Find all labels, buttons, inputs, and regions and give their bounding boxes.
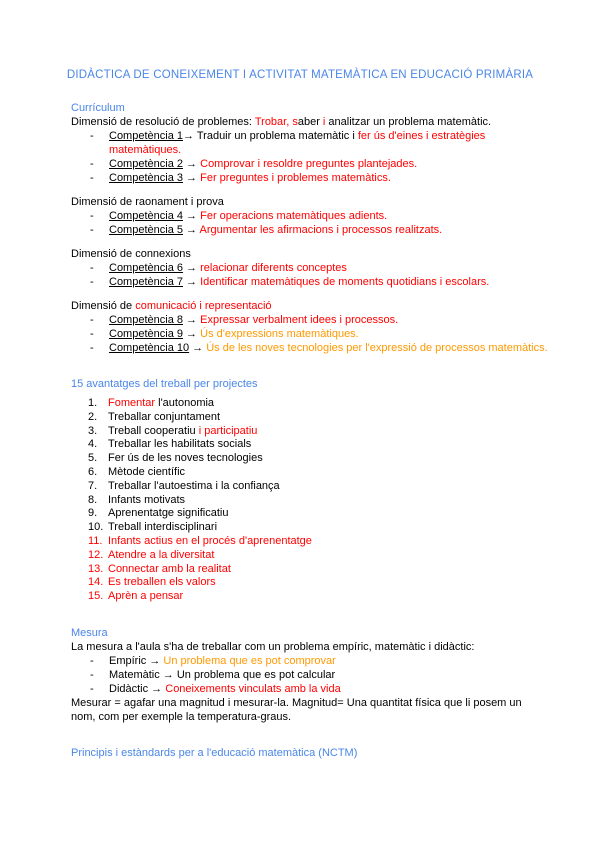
list-item xyxy=(71,397,548,411)
list-item xyxy=(71,494,548,508)
dash-bullet: - xyxy=(90,668,94,681)
dash-list xyxy=(71,209,548,237)
text-segment: Aprenentatge significatiu xyxy=(108,507,229,520)
text-segment: La mesura a l'aula s'ha de treballar com un problema empíric, matemàtic i didàctic: xyxy=(71,640,475,653)
text-segment: Dimensió de xyxy=(71,300,136,312)
list-item-text xyxy=(108,494,185,508)
list-item-text xyxy=(109,261,347,275)
text-segment: DIDÀCTICA DE CONEIXEMENT I ACTIVITAT MATEMÀTICA EN EDUCACIÓ PRIMÀRIA xyxy=(66,69,534,81)
list-item xyxy=(71,223,548,237)
list-item-text xyxy=(109,275,489,289)
dash-list xyxy=(71,654,548,696)
dash-bullet: - xyxy=(90,172,94,184)
list-number: 12. xyxy=(88,548,104,561)
list-item xyxy=(71,327,548,341)
text-segment: Argumentar les afirmacions i processos realitzats. xyxy=(199,224,443,236)
section-heading-avantatges xyxy=(71,377,548,391)
section-heading-curriculum xyxy=(71,101,548,115)
list-item xyxy=(71,682,548,696)
list-item-text xyxy=(109,171,391,185)
text-segment: Aprèn a pensar xyxy=(108,590,184,603)
list-item xyxy=(71,129,548,157)
text-segment: Expressar verbalment idees i processos. xyxy=(200,314,399,326)
dash-bullet: - xyxy=(90,276,94,288)
text-segment: 15 avantatges del treball per projectes xyxy=(71,378,258,390)
text-segment: → xyxy=(183,224,200,236)
text-segment: Treballar les habilitats socials xyxy=(108,438,252,451)
paragraph xyxy=(71,195,548,209)
text-segment: Treballar conjuntament xyxy=(108,410,221,423)
text-segment: l'autonomia xyxy=(155,397,215,409)
list-item-text xyxy=(108,563,231,577)
text-segment: aber xyxy=(297,116,323,128)
text-segment: Ús d'expressions matemàtiques. xyxy=(200,328,359,340)
list-number: 3. xyxy=(88,424,98,437)
text-segment: Coneixements vinculats amb la vida xyxy=(165,682,341,695)
text-segment: → xyxy=(183,314,201,326)
text-segment: Atendre a la diversitat xyxy=(108,548,215,561)
text-segment: Matemàtic → Un problema que es pot calcular xyxy=(109,668,336,681)
text-segment: → xyxy=(183,276,201,288)
dash-list xyxy=(71,129,548,185)
text-segment: Competència 8 xyxy=(109,314,183,326)
list-item-text xyxy=(108,411,220,425)
paragraph xyxy=(71,640,548,654)
document-content xyxy=(0,101,600,760)
text-segment: analitzar un problema matemàtic. xyxy=(325,116,492,128)
text-segment: i xyxy=(322,116,326,128)
list-number: 1. xyxy=(88,397,98,409)
blank-line xyxy=(71,185,548,195)
list-number: 9. xyxy=(88,507,98,520)
list-number: 7. xyxy=(88,479,98,492)
list-number: 11. xyxy=(88,534,103,547)
document-title xyxy=(0,68,600,83)
list-item xyxy=(71,590,548,604)
dash-bullet: - xyxy=(90,342,94,354)
list-number: 15. xyxy=(88,590,104,603)
list-item-text xyxy=(109,129,548,157)
text-segment: Principis i estàndards per a l'educació matemàtica (NCTM) xyxy=(71,746,358,759)
dash-list xyxy=(71,313,548,355)
text-segment: Currículum xyxy=(71,102,125,114)
text-segment: Mesurar = agafar una magnitud i mesurar-la. Magnitud= Una quantitat física que li posem un nom, com per exemple la temperatura-graus. xyxy=(71,696,522,723)
section-heading-nctm xyxy=(71,746,548,760)
text-segment: Un problema que es pot comprovar xyxy=(163,654,336,667)
text-segment: → xyxy=(183,328,201,340)
text-segment: → xyxy=(183,210,201,222)
text-segment: Dimensió de connexions xyxy=(71,248,191,260)
list-item-text xyxy=(108,521,217,535)
list-item-text xyxy=(109,223,442,237)
text-segment: Treball interdisciplinari xyxy=(108,521,218,534)
list-item-text xyxy=(109,682,341,696)
text-segment: → Traduir un problema matemàtic i xyxy=(183,130,358,142)
list-number: 10. xyxy=(88,521,104,534)
text-segment: Competència 3 xyxy=(109,172,183,184)
text-segment: Empíric → xyxy=(109,654,164,667)
list-number: 8. xyxy=(88,493,98,506)
text-segment: Competència 10 xyxy=(109,342,190,354)
dash-bullet: - xyxy=(90,682,94,695)
paragraph xyxy=(71,247,548,261)
list-item xyxy=(71,521,548,535)
text-segment: Infants motivats xyxy=(108,493,186,506)
list-item xyxy=(71,535,548,549)
list-item xyxy=(71,275,548,289)
list-item xyxy=(71,157,548,171)
text-segment: i participatiu xyxy=(198,424,258,437)
text-segment: Infants actius en el procés d'aprenentatge xyxy=(108,534,312,547)
list-item xyxy=(71,576,548,590)
list-item xyxy=(71,563,548,577)
list-item-text xyxy=(109,668,335,682)
list-item xyxy=(71,507,548,521)
text-segment: Fer ús de les noves tecnologies xyxy=(108,452,263,465)
list-item xyxy=(71,668,548,682)
text-segment: Competència 2 xyxy=(109,158,183,170)
list-item-text xyxy=(109,157,417,171)
dash-bullet: - xyxy=(90,654,94,667)
text-segment: Competència 5 xyxy=(109,224,183,236)
list-item-text xyxy=(109,654,336,668)
text-segment: Mesura xyxy=(71,626,108,639)
text-segment: Es treballen els valors xyxy=(108,576,216,589)
text-segment: Fomentar xyxy=(108,397,156,409)
list-item xyxy=(71,452,548,466)
dash-bullet: - xyxy=(90,158,94,170)
list-item-text xyxy=(108,480,280,494)
text-segment: Competència 6 xyxy=(109,262,183,274)
list-item-text xyxy=(108,466,185,480)
list-item-text xyxy=(109,341,548,355)
list-number: 2. xyxy=(88,410,98,423)
list-item xyxy=(71,654,548,668)
list-item-text xyxy=(108,452,263,466)
list-item-text xyxy=(108,425,257,439)
dash-bullet: - xyxy=(90,210,94,222)
numbered-list xyxy=(71,397,548,604)
text-segment: Mètode científic xyxy=(108,465,186,478)
list-item xyxy=(71,313,548,327)
list-item xyxy=(71,341,548,355)
list-number: 13. xyxy=(88,562,104,575)
list-number: 14. xyxy=(88,576,104,589)
text-segment: comunicació i representació xyxy=(135,300,272,312)
text-segment: fer ús d'eines i estratègies matemàtiques. xyxy=(109,130,486,156)
list-item-text xyxy=(108,438,251,452)
list-item xyxy=(71,438,548,452)
list-number: 5. xyxy=(88,452,98,465)
text-segment: → xyxy=(189,342,207,354)
blank-line xyxy=(71,289,548,299)
text-segment: Ús de les noves tecnologies per l'expressió de processos matemàtics. xyxy=(206,342,548,354)
text-segment: Fer preguntes i problemes matemàtics. xyxy=(200,172,391,184)
text-segment: Identificar matemàtiques de moments quotidians i escolars. xyxy=(200,276,490,288)
dash-bullet: - xyxy=(90,314,94,326)
list-item-text xyxy=(109,313,398,327)
text-segment: Competència 9 xyxy=(109,328,183,340)
section-heading-mesura xyxy=(71,626,548,640)
paragraph xyxy=(71,696,548,724)
list-item-text xyxy=(109,327,359,341)
dash-bullet: - xyxy=(90,262,94,274)
list-item-text xyxy=(109,209,387,223)
dash-bullet: - xyxy=(90,224,94,236)
list-item-text xyxy=(108,535,312,549)
list-item xyxy=(71,411,548,425)
list-item xyxy=(71,171,548,185)
text-segment: → xyxy=(183,172,201,184)
text-segment: Fer operacions matemàtiques adients. xyxy=(200,210,388,222)
list-item xyxy=(71,261,548,275)
list-item xyxy=(71,209,548,223)
text-segment: Treballar l'autoestima i la confiança xyxy=(108,479,280,492)
list-item xyxy=(71,425,548,439)
dash-bullet: - xyxy=(90,130,94,142)
list-item-text xyxy=(108,590,183,604)
text-segment: Competència 7 xyxy=(109,276,183,288)
text-segment: Comprovar i resoldre preguntes plantejades. xyxy=(200,158,418,170)
text-segment: Trobar, s xyxy=(254,116,298,128)
list-item-text xyxy=(108,549,214,563)
paragraph xyxy=(71,115,548,129)
list-item xyxy=(71,466,548,480)
text-segment: Connectar amb la realitat xyxy=(108,562,231,575)
text-segment: → xyxy=(183,158,201,170)
text-segment: Dimensió de raonament i prova xyxy=(71,196,224,208)
text-segment: relacionar diferents conceptes xyxy=(200,262,347,274)
text-segment: Competència 4 xyxy=(109,210,183,222)
text-segment: Competència 1 xyxy=(109,130,183,142)
list-number: 4. xyxy=(88,438,98,451)
text-segment: → xyxy=(183,262,201,274)
paragraph xyxy=(71,299,548,313)
dash-bullet: - xyxy=(90,328,94,340)
list-item xyxy=(71,480,548,494)
dash-list xyxy=(71,261,548,289)
list-item xyxy=(71,549,548,563)
blank-line xyxy=(71,237,548,247)
text-segment: Treball cooperatiu xyxy=(108,424,199,437)
list-item-text xyxy=(108,397,214,411)
list-item-text xyxy=(108,576,216,590)
text-segment: Didàctic → xyxy=(109,682,166,695)
text-segment: Dimensió de resolució de problemes: xyxy=(71,116,255,128)
list-number: 6. xyxy=(88,465,98,478)
list-item-text xyxy=(108,507,228,521)
